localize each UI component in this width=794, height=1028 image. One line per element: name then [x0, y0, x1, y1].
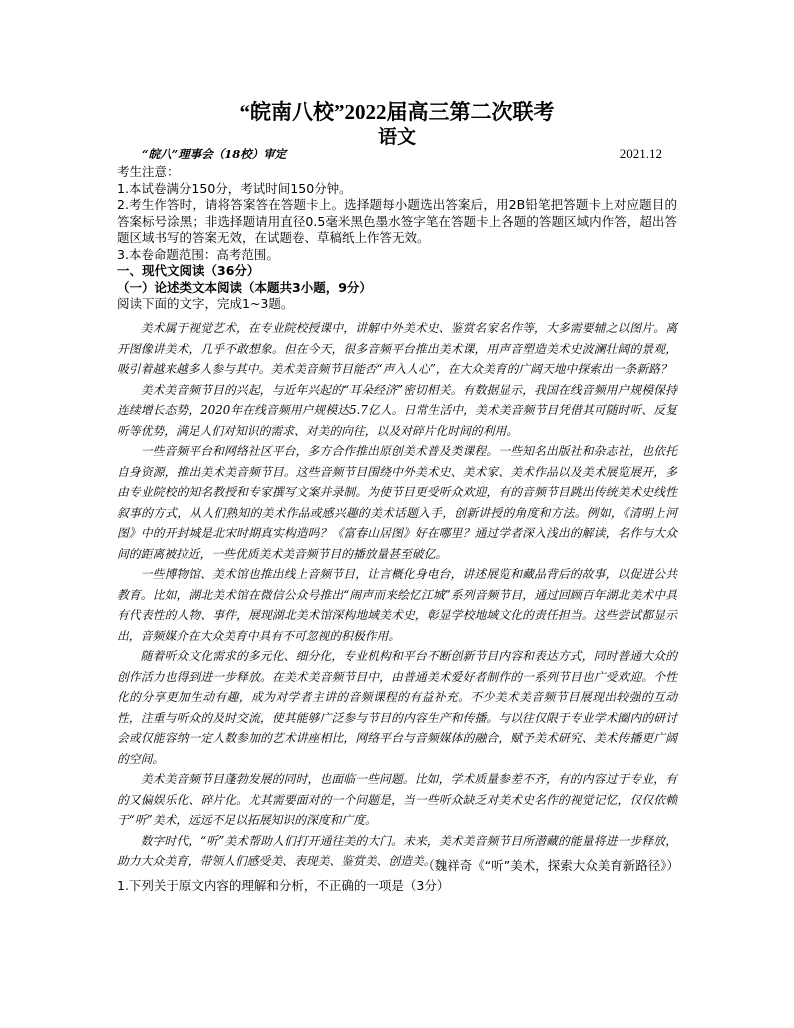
- exam-date: 2021.12: [619, 146, 662, 161]
- passage-citation: （魏祥奇《“听”美术，探索大众美育新路径》）: [422, 858, 679, 873]
- reading-instruction: 阅读下面的文字，完成1~3题。: [117, 296, 294, 311]
- passage-paragraph: 美术美音频节目的兴起，与近年兴起的“耳朵经济”密切相关。有数据显示，我国在线音频用户规模保持连续增长态势，2020年在线音频用户规模达5.7亿人。日常生活中，美术美音频节目凭借其可随时听、反复听等优势，满足人们对知识的需求、对美的向往，以及对碎片化时间的利用。: [117, 382, 677, 438]
- notice-label: 考生注意：: [117, 164, 180, 179]
- review-line: [142, 146, 662, 164]
- subject-title: 语文: [377, 127, 416, 148]
- question-1: 1.下列关于原文内容的理解和分析，不正确的一项是（3分）: [117, 878, 450, 893]
- notice-item: 3.本卷命题范围：高考范围。: [117, 246, 279, 262]
- subsection-heading: （一）论述类文本阅读（本题共3小题，9分）: [117, 279, 372, 295]
- exam-title: “皖南八校”2022届高三第二次联考: [239, 100, 555, 124]
- passage-paragraph: 一些博物馆、美术馆也推出线上音频节目，让言概化身电台，讲述展览和藏品背后的故事，以促进公共教育。比如，湖北美术馆在微信公众号推出“闹声而来绘忆江城”系列音频节目，通过回顾百年湖北美术中具有代表性的人物、事件，展现湖北美术馆深构地域美术史，彰显学校地域文化的责任担当。这些尝试都显示出，音频媒介在大众美育中具有不可忽视的积极作用。: [117, 567, 677, 643]
- section-heading: 一、现代文阅读（36分）: [117, 263, 260, 278]
- notice-item: 1.本试卷满分150分，考试时间150分钟。: [117, 180, 352, 196]
- candidate-notice: [117, 164, 677, 313]
- passage-paragraph: 随着听众文化需求的多元化、细分化，专业机构和平台不断创新节目内容和表达方式，同时普通大众的创作活力也得到进一步释放。在美术美音频节目中，由普通美术爱好者制作的一系列节目也广受欢迎。个性化的分享更加生动有趣，成为对学者主讲的音频课程的有益补充。不少美术美音频节目展现出较强的互动性，注重与听众的及时交流，使其能够广泛参与节目的内容生产和传播。与以往仅限于专业学术圈内的研讨会或仅能容纳一定人数参加的艺术讲座相比，网络平台与音频媒体的融合，赋予美术研究、美术传播更广阔的空间。: [117, 649, 677, 766]
- reading-passage: [117, 318, 677, 872]
- passage-paragraph: 美术美音频节目蓬勃发展的同时，也面临一些问题。比如，学术质量参差不齐，有的内容过于专业，有的又偏娱乐化、碎片化。尤其需要面对的一个问题是，当一些听众缺乏对美术史名作的视觉记忆，仅仅依赖于“听”美术，远远不足以拓展知识的深度和广度。: [117, 772, 677, 827]
- notice-item: 2.考生作答时，请将答案答在答题卡上。选择题每小题选出答案后，用2B铅笔把答题卡上对应题目的答案标号涂黑；非选择题请用直径0.5毫米黑色墨水签字笔在答题卡上各题的答题区域内作答，超出答题区域书写的答案无效，在试题卷、草稿纸上作答无效。: [117, 197, 677, 245]
- passage-paragraph: 数字时代，“听”美术帮助人们打开通往美的大门。未来，美术美音频节目所潜藏的能量将进一步释放，助力大众美育，带领人们感受美、表现美、鉴赏美、创造美。: [117, 833, 677, 868]
- review-note: “皖八”理事会（18校）审定: [142, 147, 287, 161]
- passage-paragraph: 一些音频平台和网络社区平台，多方合作推出原创美术普及类课程。一些知名出版社和杂志社，也依托自身资源，推出美术美音频节目。这些音频节目围绕中外美术史、美术家、美术作品以及美术展览展开，多由专业院校的知名教授和专家撰写文案并录制。为使节目更受听众欢迎，有的音频节目跳出传统美术史线性叙事的方式，从人们熟知的美术作品或感兴趣的美术话题入手，创新讲授的角度和方法。例如，《清明上河图》中的开封城是北宋时期真实构造吗？《富春山居图》好在哪里？通过学者深入浅出的解读，名作与大众间的距离被拉近，一些优质美术美音频节目的播放量甚至破亿。: [117, 444, 677, 561]
- passage-paragraph: 美术属于视觉艺术，在专业院校授课中，讲解中外美术史、鉴赏名家名作等，大多需要辅之以图片。离开图像讲美术，几乎不敢想象。但在今天，很多音频平台推出美术课，用声音塑造美术史波澜壮阔的景观，吸引着越来越多人参与其中。美术美音频节目能否“声入人心”，在大众美育的广阔天地中探索出一条新路？: [117, 321, 677, 376]
